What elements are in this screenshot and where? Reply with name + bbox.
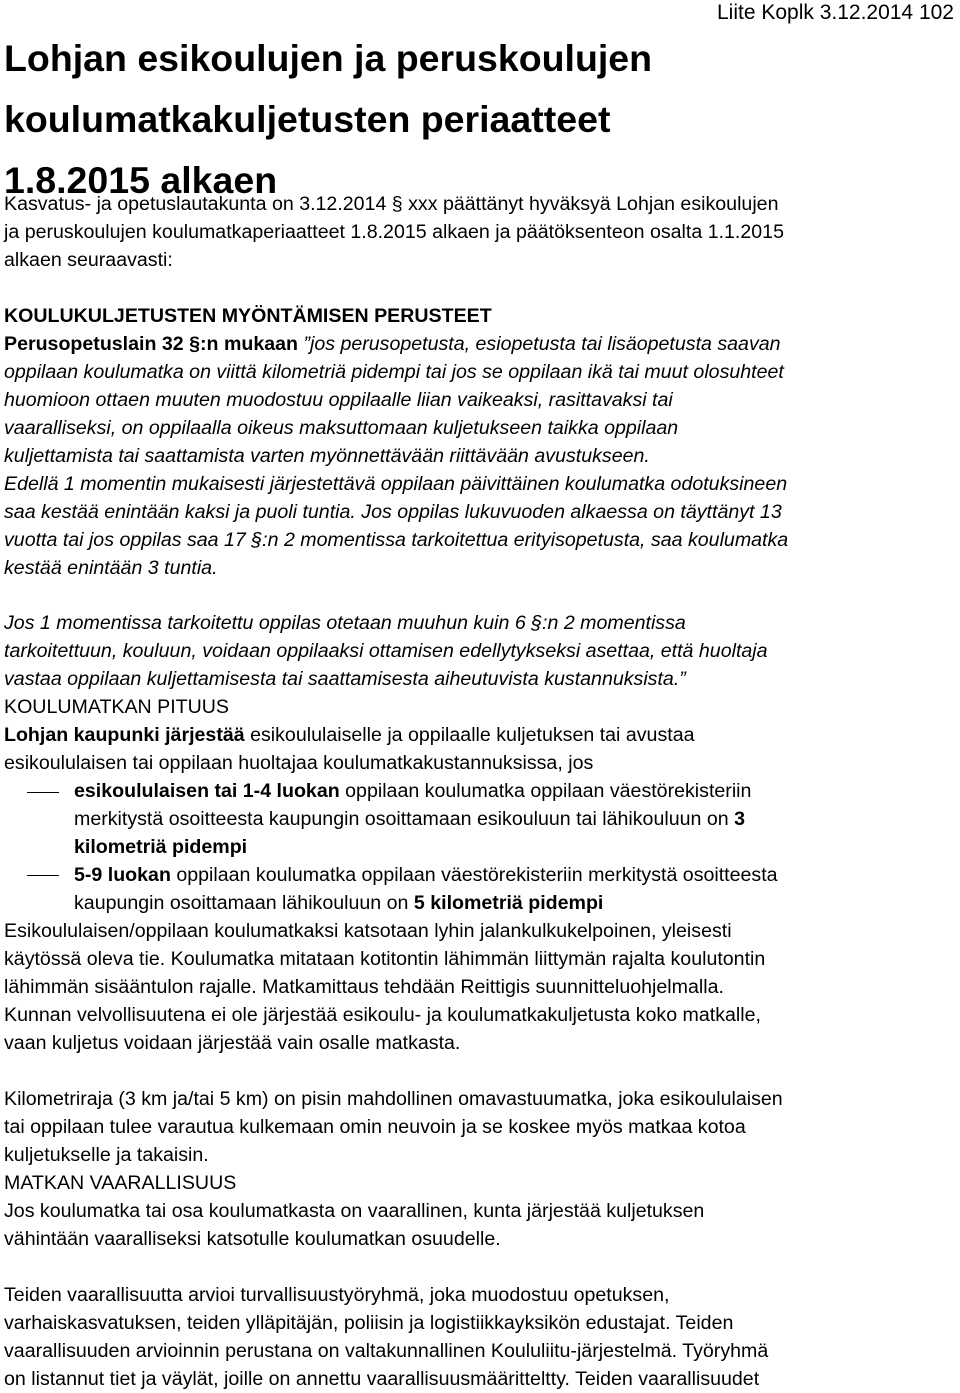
bold-text: Perusopetuslain 32 §:n mukaan	[4, 333, 304, 355]
bold-text: esikoululaisen tai 1-4 luokan	[74, 780, 340, 802]
section-heading	[4, 1169, 236, 1197]
text-run: Kasvatus- ja opetuslautakunta on 3.12.2014 § xxx päättänyt hyväksyä Lohjan esikoulujen	[4, 193, 779, 215]
body-text-line	[4, 554, 218, 582]
text-run: vähintään vaaralliseksi katsotulle koulumatkan osuudelle.	[4, 1228, 501, 1250]
text-run: tai oppilaan tulee varautua kulkemaan omin neuvoin ja se koskee myös matkaa kotoa	[4, 1116, 746, 1138]
body-text-line	[4, 246, 173, 274]
body-text-line	[4, 1113, 746, 1141]
body-text-line	[4, 1225, 501, 1253]
body-text-line	[4, 945, 765, 973]
title-line: koulumatkakuljetusten periaatteet	[4, 98, 611, 140]
body-text-line	[4, 442, 650, 470]
text-run: alkaen seuraavasti:	[4, 249, 173, 271]
text-run: Jos 1 momentissa tarkoitettu oppilas otetaan muuhun kuin 6 §:n 2 momentissa	[4, 612, 686, 634]
body-text-line	[4, 721, 694, 749]
text-run: vaan kuljetus voidaan järjestää vain osalle matkasta.	[4, 1032, 461, 1054]
text-run: vaarallisuuden arvioinnin perustana on valtakunnallinen Koululiitu-järjestelmä. Työryhmä	[4, 1340, 769, 1362]
text-run: vaaralliseksi, on oppilaalla oikeus maksuttomaan kuljetukseen taikka oppilaan	[4, 417, 679, 439]
body-text-line	[4, 330, 781, 358]
body-text-line	[4, 470, 787, 498]
text-run: kaupungin osoittamaan lähikouluun on	[74, 892, 414, 914]
text-run: Kunnan velvollisuutena ei ole järjestää esikoulu- ja koulumatkakuljetusta koko matkalle,	[4, 1004, 761, 1026]
body-text-line	[4, 637, 768, 665]
text-run: on listannut tiet ja väylät, joille on annettu vaarallisuusmääritteltty. Teiden vaarallisuudet	[4, 1368, 760, 1390]
list-item-line	[74, 805, 745, 833]
body-text-line	[4, 665, 686, 693]
bold-text: kilometriä pidempi	[74, 836, 248, 858]
body-text-line	[4, 386, 673, 414]
text-run: oppilaan koulumatka oppilaan väestörekisteriin	[339, 780, 752, 802]
text-run: Kilometriraja (3 km ja/tai 5 km) on pisin mahdollinen omavastuumatka, joka esikoululaisen	[4, 1088, 783, 1110]
title-line: 1.8.2015 alkaen	[4, 159, 278, 201]
text-run: KOULUMATKAN PITUUS	[4, 696, 229, 718]
text-run: Teiden vaarallisuutta arvioi turvallisuustyöryhmä, joka muodostuu opetuksen,	[4, 1284, 670, 1306]
text-run: kestää enintään 3 tuntia.	[4, 557, 218, 579]
text-run: oppilaan koulumatka oppilaan väestörekisteriin merkitystä osoitteesta	[170, 864, 778, 886]
body-text-line	[4, 358, 784, 386]
list-item-line	[74, 833, 247, 861]
body-text-line	[4, 1085, 783, 1113]
body-text-line	[4, 414, 678, 442]
text-run: Jos koulumatka tai osa koulumatkasta on vaarallinen, kunta järjestää kuljetuksen	[4, 1200, 705, 1222]
text-run: varhaiskasvatuksen, teiden ylläpitäjän, poliisin ja logistiikkayksikön edustajat. Teiden	[4, 1312, 734, 1334]
text-run: kuljetukselle ja takaisin.	[4, 1144, 209, 1166]
body-text-line	[4, 1001, 761, 1029]
body-text-line	[4, 1197, 704, 1225]
body-text-line	[4, 498, 782, 526]
section-heading	[4, 302, 492, 330]
body-text-line	[4, 749, 593, 777]
title-line: Lohjan esikoulujen ja peruskoulujen	[4, 37, 653, 79]
text-run: kuljettamista tai saattamista varten myönnettävään riittävään avustukseen.	[4, 445, 650, 467]
body-text-line	[4, 1281, 669, 1309]
body-text-line	[4, 526, 788, 554]
body-text-line	[4, 609, 686, 637]
text-run: Esikoululaisen/oppilaan koulumatkaksi katsotaan lyhin jalankulkukelpoinen, yleisesti	[4, 920, 732, 942]
text-run: ja peruskoulujen koulumatkaperiaatteet 1.8.2015 alkaen ja päätöksenteon osalta 1.1.2015	[4, 221, 784, 243]
bold-text: 5 kilometriä pidempi	[413, 892, 604, 914]
body-text-line	[4, 218, 784, 246]
bold-text: KOULUKULJETUSTEN MYÖNTÄMISEN PERUSTEET	[4, 305, 492, 327]
text-run: vastaa oppilaan kuljettamisesta tai saattamisesta aiheutuvista kustannuksista.”	[4, 668, 686, 690]
text-run: merkitystä osoitteesta kaupungin osoittamaan esikouluun tai lähikouluun on	[74, 808, 735, 830]
body-text-line	[4, 1141, 209, 1169]
text-run: esikoululaiselle ja oppilaalle kuljetuksen tai avustaa	[244, 724, 695, 746]
document-title	[4, 28, 652, 211]
body-text-line	[4, 1365, 759, 1393]
document-reference: Liite Koplk 3.12.2014 102	[716, 1, 954, 24]
text-run: tarkoitettuun, kouluun, voidaan oppilaaksi ottamisen edellytykseksi asettaa, että huoltaja	[4, 640, 768, 662]
bold-text: 3	[734, 808, 745, 830]
text-run: huomioon ottaen muuten muodostuu oppilaalle liian vaikeaksi, rasittavaksi tai	[4, 389, 673, 411]
text-run: saa kestää enintään kaksi ja puoli tuntia. Jos oppilas lukuvuoden alkaessa on täyttänyt 13	[4, 501, 782, 523]
list-bullet-dash	[27, 875, 59, 876]
body-text-line	[4, 1309, 733, 1337]
text-run: oppilaan koulumatka on viittä kilometriä pidempi tai jos se oppilaan ikä tai muut olosuhteet	[4, 361, 784, 383]
list-item-line	[74, 861, 778, 889]
text-run: ”jos perusopetusta, esiopetusta tai lisäopetusta saavan	[303, 333, 781, 355]
body-text-line	[4, 973, 724, 1001]
body-text-line	[4, 1337, 768, 1365]
text-run: vuotta tai jos oppilas saa 17 §:n 2 momentissa tarkoitettua erityisopetusta, saa koulumatka	[4, 529, 789, 551]
body-text-line	[4, 1029, 460, 1057]
list-item-line	[74, 777, 751, 805]
text-run: esikoululaisen tai oppilaan huoltajaa koulumatkakustannuksissa, jos	[4, 752, 594, 774]
text-run: käytössä oleva tie. Koulumatka mitataan kotitontin lähimmän liittymän rajalta koulutontin	[4, 948, 766, 970]
text-run: lähimmän sisääntulon rajalle. Matkamittaus tehdään Reittigis suunnitteluohjelmalla.	[4, 976, 724, 998]
list-item-line	[74, 889, 603, 917]
section-heading	[4, 693, 229, 721]
text-run: Edellä 1 momentin mukaisesti järjestettävä oppilaan päivittäinen koulumatka odotuksineen	[4, 473, 788, 495]
body-text-line	[4, 917, 732, 945]
bold-text: Lohjan kaupunki järjestää	[4, 724, 245, 746]
list-bullet-dash	[27, 792, 59, 793]
text-run: MATKAN VAARALLISUUS	[4, 1172, 237, 1194]
bold-text: 5-9 luokan	[74, 864, 171, 886]
body-text-line	[4, 190, 778, 218]
